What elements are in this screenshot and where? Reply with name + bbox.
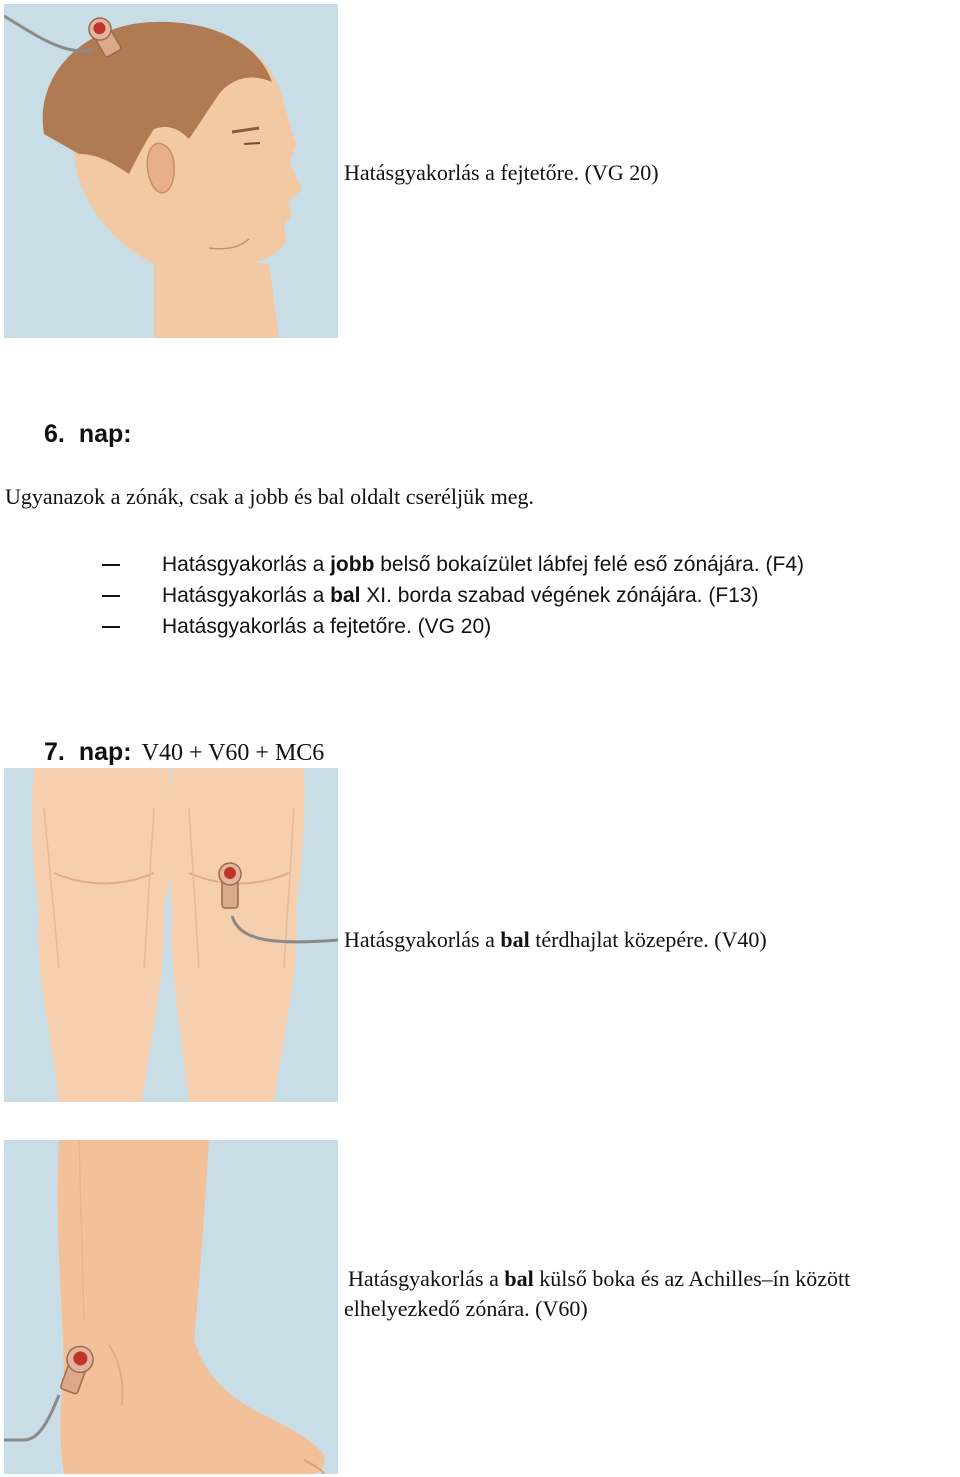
day7-heading: [44, 738, 324, 767]
ankle-caption-line1: [344, 1264, 850, 1294]
item-bold: jobb: [330, 553, 375, 576]
day6-heading: [44, 420, 132, 449]
day6-label: nap:: [78, 420, 132, 448]
head-drawing: [4, 4, 338, 338]
caption-text: külső boka és az Achilles–ín között: [533, 1266, 851, 1291]
caption-bold: bal: [500, 927, 530, 952]
item-text: Hatásgyakorlás a: [162, 553, 331, 576]
knees-drawing: [4, 768, 338, 1102]
item-bold: bal: [330, 584, 361, 607]
item-text: Hatásgyakorlás a fejtetőre. (VG 20): [162, 615, 492, 638]
item-text: XI. borda szabad végének zónájára. (F13): [360, 584, 759, 607]
day7-number: 7.: [44, 738, 65, 766]
list-item: [102, 611, 804, 642]
day6-number: 6.: [44, 420, 65, 448]
list-item: [102, 580, 804, 611]
dash-bullet: [102, 626, 120, 628]
ankle-drawing: [4, 1140, 338, 1474]
ankle-illustration: [4, 1140, 338, 1474]
head-caption: [344, 158, 659, 188]
head-illustration: [4, 4, 338, 338]
dash-bullet: [102, 595, 120, 597]
caption-bold: bal: [504, 1266, 534, 1291]
day6-intro: Ugyanazok a zónák, csak a jobb és bal oldalt cseréljük meg.: [5, 484, 535, 509]
ankle-caption-line2: elhelyezkedő zónára. (V60): [344, 1296, 588, 1321]
knees-illustration: [4, 768, 338, 1102]
day7-points: V40 + V60 + MC6: [141, 740, 325, 766]
item-text: Hatásgyakorlás a: [162, 584, 331, 607]
head-caption-text: Hatásgyakorlás a fejtetőre. (VG 20): [344, 160, 659, 185]
caption-text: térdhajlat közepére. (V40): [529, 927, 767, 952]
caption-text: Hatásgyakorlás a: [348, 1266, 505, 1291]
day6-list: [102, 549, 804, 642]
list-item: [102, 549, 804, 580]
item-text: belső bokaízület lábfej felé eső zónájára. (F4): [374, 553, 804, 576]
probe-icon: [219, 863, 241, 908]
knees-caption: [344, 925, 767, 955]
day7-label: nap:: [78, 738, 132, 766]
ankle-caption: [344, 1264, 850, 1324]
dash-bullet: [102, 564, 120, 566]
caption-text: Hatásgyakorlás a: [344, 927, 501, 952]
